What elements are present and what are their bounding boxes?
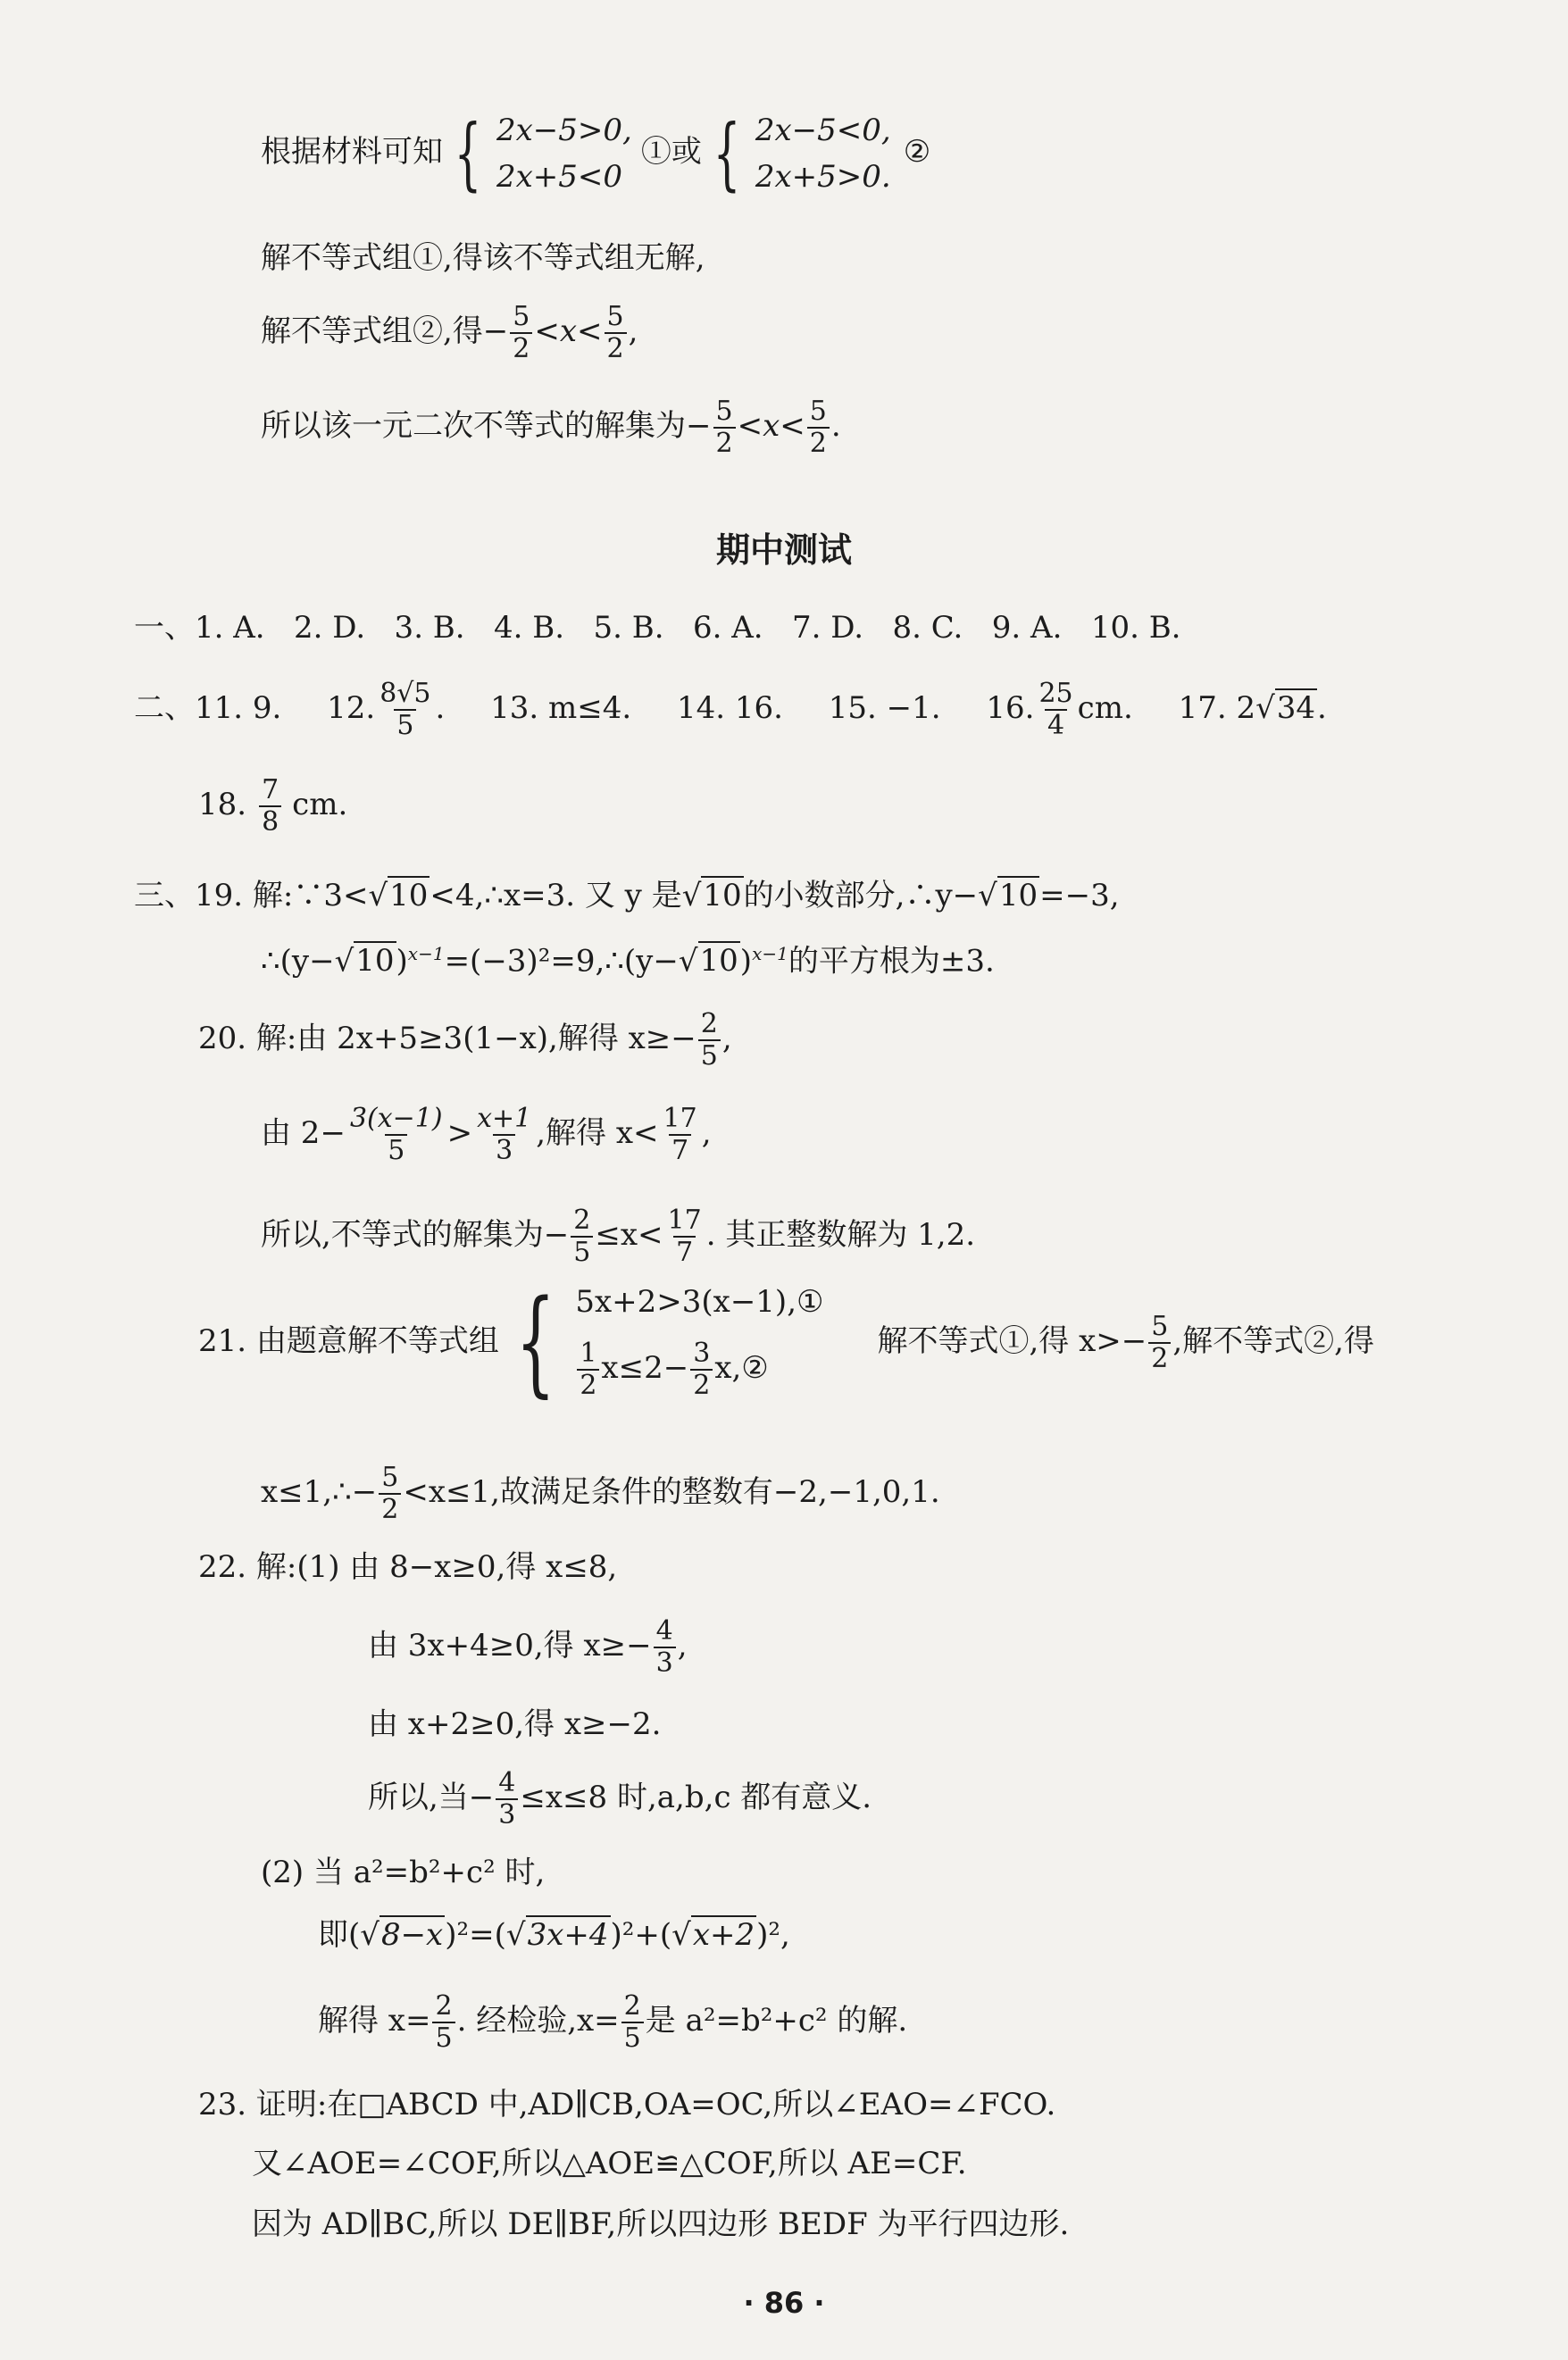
text: x,② [714, 1350, 769, 1386]
numerator: x+1 [477, 1103, 532, 1134]
text: ①或 [640, 134, 702, 170]
text: 19. 解:∵3< [195, 878, 369, 913]
radicand: 8−x [380, 1917, 444, 1953]
numerator: 2 [573, 1205, 591, 1236]
radical-sign: √ [505, 1917, 526, 1953]
text: ,解得 x< [536, 1115, 659, 1151]
text: =(−3)²=9,∴(y− [444, 943, 679, 980]
denominator: 3 [496, 1798, 518, 1829]
q19-line-2 [261, 943, 995, 980]
part-label: 二、 [134, 690, 195, 726]
part2-line-1 [134, 680, 1327, 739]
denominator: 8 [259, 805, 281, 836]
text: 解得 x= [318, 2003, 431, 2039]
text: ∴(y− [261, 943, 335, 980]
numerator: 17 [663, 1103, 697, 1134]
q23-line-2: 又∠AOE=∠COF,所以△AOE≌△COF,所以 AE=CF. [252, 2146, 967, 2181]
answer-11: 11. 9. [195, 690, 282, 726]
numerator: 5 [381, 1462, 399, 1493]
answer-14: 14. 16. [677, 690, 783, 726]
numerator: 5 [715, 396, 733, 427]
text: 的平方根为±3. [788, 943, 995, 980]
q20-line-1 [198, 1008, 732, 1072]
radical-sign: √ [681, 878, 702, 913]
fraction [496, 1767, 518, 1830]
answer-16: 16. [986, 690, 1035, 726]
answer-17: 17. 2 [1178, 690, 1256, 726]
radicand: 3x+4 [527, 1917, 609, 1953]
text: 所以,不等式的解集为− [261, 1217, 570, 1253]
q20-line-2 [261, 1105, 712, 1164]
text: ② [903, 134, 931, 170]
radicand: 10 [355, 943, 395, 980]
q23-line-3: 因为 AD∥BC,所以 DE∥BF,所以四边形 BEDF 为平行四边形. [252, 2206, 1070, 2242]
radicand: 10 [703, 878, 742, 913]
denominator: 5 [432, 2022, 455, 2052]
part-label: 三、 [134, 878, 195, 913]
answer-18: 18. [198, 787, 247, 822]
denominator: 3 [493, 1134, 515, 1164]
pre-line-2: 解不等式组①,得该不等式组无解, [261, 240, 705, 276]
radical-sign: √ [360, 1917, 379, 1953]
fraction [377, 680, 433, 739]
pre-line-4 [261, 398, 841, 457]
text: cm. [1077, 690, 1133, 726]
q21-line-1 [198, 1276, 1374, 1409]
denominator: 7 [669, 1134, 691, 1164]
numerator: 4 [655, 1615, 673, 1647]
q22-line-6 [318, 1917, 790, 1953]
text: . 经检验,x= [456, 2003, 620, 2039]
q22-line-4 [368, 1767, 872, 1830]
pre-line-1 [261, 107, 931, 199]
fraction [474, 1105, 534, 1164]
q23-line-1: 23. 证明:在□ABCD 中,AD∥CB,OA=OC,所以∠EAO=∠FCO. [198, 2087, 1056, 2122]
text: <4,∴x=3. 又 y 是 [430, 878, 682, 913]
numerator: 5 [809, 396, 827, 427]
text: x≤1,∴− [261, 1474, 378, 1510]
fraction [665, 1207, 705, 1266]
radicand: x+2 [692, 1917, 755, 1953]
fraction [259, 774, 281, 838]
exponent: x−1 [752, 943, 788, 964]
part-label: 一、 [134, 610, 195, 646]
denominator: 5 [621, 2022, 644, 2052]
fraction [713, 398, 736, 457]
denominator: 2 [690, 1369, 713, 1399]
fraction [621, 1990, 644, 2054]
q20-line-3 [261, 1207, 975, 1266]
exponent: x−1 [407, 943, 445, 964]
denominator: 3 [654, 1647, 676, 1677]
numerator: 5 [513, 301, 530, 332]
page-number: · 86 · [743, 2286, 825, 2320]
numerator: 8√5 [379, 678, 431, 709]
fraction [1036, 680, 1075, 739]
text: ) [739, 943, 753, 980]
text: <x≤1,故满足条件的整数有−2,−1,0,1. [403, 1474, 940, 1510]
fraction [654, 1615, 676, 1679]
fraction [807, 398, 830, 457]
text: , [701, 1115, 712, 1151]
numerator: 7 [262, 774, 279, 805]
text: , [677, 1628, 688, 1664]
radical-sign: √ [368, 878, 388, 913]
numerator: 2 [435, 1990, 453, 2022]
text: > [446, 1115, 473, 1151]
text: . [435, 690, 446, 726]
radicand: 10 [699, 943, 738, 980]
answer-12: 12. [327, 690, 376, 726]
q22-line-1: 22. 解:(1) 由 8−x≥0,得 x≤8, [198, 1549, 618, 1585]
fraction [571, 1207, 593, 1266]
inequality-system-1 [443, 107, 632, 199]
answer-list: 1. A. 2. D. 3. B. 4. B. 5. B. 6. A. 7. D. 8. C. 9. A. 10. B. [195, 610, 1181, 646]
numerator: 3(x−1) [349, 1103, 443, 1134]
text: <x< [534, 313, 603, 349]
text: . 其正整数解为 1,2. [705, 1217, 976, 1253]
text: =−3, [1039, 878, 1120, 913]
pre-line-3 [261, 301, 638, 364]
text: ) [396, 943, 408, 980]
system-row: 2x−5<0, [755, 113, 891, 148]
fraction [577, 1340, 599, 1399]
inequality-system-q21 [499, 1276, 824, 1409]
fraction [605, 301, 627, 364]
denominator: 2 [605, 332, 627, 363]
fraction [510, 301, 532, 364]
denominator: 7 [673, 1236, 696, 1266]
denominator: 5 [385, 1134, 407, 1164]
text: . [1317, 690, 1327, 726]
radical-sign: √ [1255, 690, 1275, 726]
denominator: 2 [577, 1369, 599, 1399]
numerator: 25 [1038, 678, 1073, 709]
text: 根据材料可知 [261, 134, 443, 170]
text: 21. 由题意解不等式组 [198, 1323, 499, 1359]
brace: { [515, 1276, 556, 1409]
text: <x< [737, 408, 805, 444]
text: 的小数部分,∴y− [743, 878, 979, 913]
fraction [432, 1990, 455, 2054]
numerator: 2 [623, 1990, 641, 2022]
radicand: 34 [1276, 690, 1316, 726]
text: cm. [292, 787, 348, 822]
part2-line-2 [198, 774, 348, 838]
text: 解不等式①,得 x>− [877, 1323, 1147, 1359]
radicand: 10 [998, 878, 1038, 913]
denominator: 4 [1045, 709, 1067, 739]
text: 20. 解:由 2x+5≥3(1−x),解得 x≥− [198, 1021, 696, 1056]
radical-sign: √ [671, 1917, 691, 1953]
numerator: 1 [580, 1338, 597, 1369]
system-row: 2x+5>0. [755, 159, 891, 195]
text: 解不等式组②,得− [261, 313, 509, 349]
brace: { [713, 107, 741, 199]
q19-line-1 [134, 880, 1120, 911]
radical-sign: √ [678, 943, 698, 980]
text: x≤2− [601, 1350, 689, 1386]
brace: { [454, 107, 482, 199]
q22-line-3: 由 x+2≥0,得 x≥−2. [368, 1706, 662, 1742]
numerator: 5 [1151, 1311, 1169, 1342]
text: 即( [318, 1917, 361, 1953]
fraction [661, 1105, 700, 1164]
radical-sign: √ [978, 878, 997, 913]
numerator: 4 [498, 1767, 516, 1798]
fraction [1148, 1313, 1171, 1372]
numerator: 2 [700, 1008, 718, 1039]
answer-13: 13. m≤4. [490, 690, 632, 726]
numerator: 5 [606, 301, 624, 332]
system-row: 5x+2>3(x−1),① [575, 1284, 824, 1320]
system-row: 2x+5<0 [496, 159, 623, 195]
text: 所以,当− [368, 1780, 495, 1815]
system-row [575, 1340, 823, 1399]
inequality-system-2 [702, 107, 891, 199]
denominator: 5 [394, 709, 416, 739]
denominator: 5 [698, 1039, 721, 1070]
text: )², [756, 1917, 790, 1953]
numerator: 3 [693, 1338, 711, 1369]
q22-line-2 [368, 1615, 688, 1679]
fraction [690, 1340, 713, 1399]
radical-sign: √ [334, 943, 354, 980]
fraction [347, 1105, 446, 1164]
q21-line-2 [261, 1464, 940, 1523]
q22-line-7 [318, 1990, 908, 2054]
text: ≤x< [595, 1217, 663, 1253]
denominator: 2 [379, 1493, 401, 1523]
text: 由 3x+4≥0,得 x≥− [368, 1628, 652, 1664]
denominator: 2 [510, 332, 532, 363]
text: ≤x≤8 时,a,b,c 都有意义. [520, 1780, 872, 1815]
fraction [379, 1464, 401, 1523]
text: 所以该一元二次不等式的解集为− [261, 408, 712, 444]
part1-answers [134, 610, 1181, 646]
text: )²+( [610, 1917, 672, 1953]
q22-line-5: (2) 当 a²=b²+c² 时, [261, 1855, 546, 1890]
text: , [721, 1021, 732, 1056]
radicand: 10 [389, 878, 429, 913]
system-row: 2x−5>0, [496, 113, 632, 148]
denominator: 2 [807, 427, 830, 457]
text: 由 2− [261, 1115, 346, 1151]
denominator: 5 [571, 1236, 593, 1266]
text: , [628, 313, 638, 349]
fraction [698, 1008, 721, 1072]
answer-15: 15. −1. [828, 690, 941, 726]
numerator: 17 [667, 1205, 702, 1236]
text: . [830, 408, 841, 444]
text: ,解不等式②,得 [1172, 1323, 1374, 1359]
section-title: 期中测试 [715, 530, 852, 570]
denominator: 2 [1148, 1342, 1171, 1372]
text: 是 a²=b²+c² 的解. [645, 2003, 908, 2039]
text: )²=( [445, 1917, 506, 1953]
denominator: 2 [713, 427, 736, 457]
